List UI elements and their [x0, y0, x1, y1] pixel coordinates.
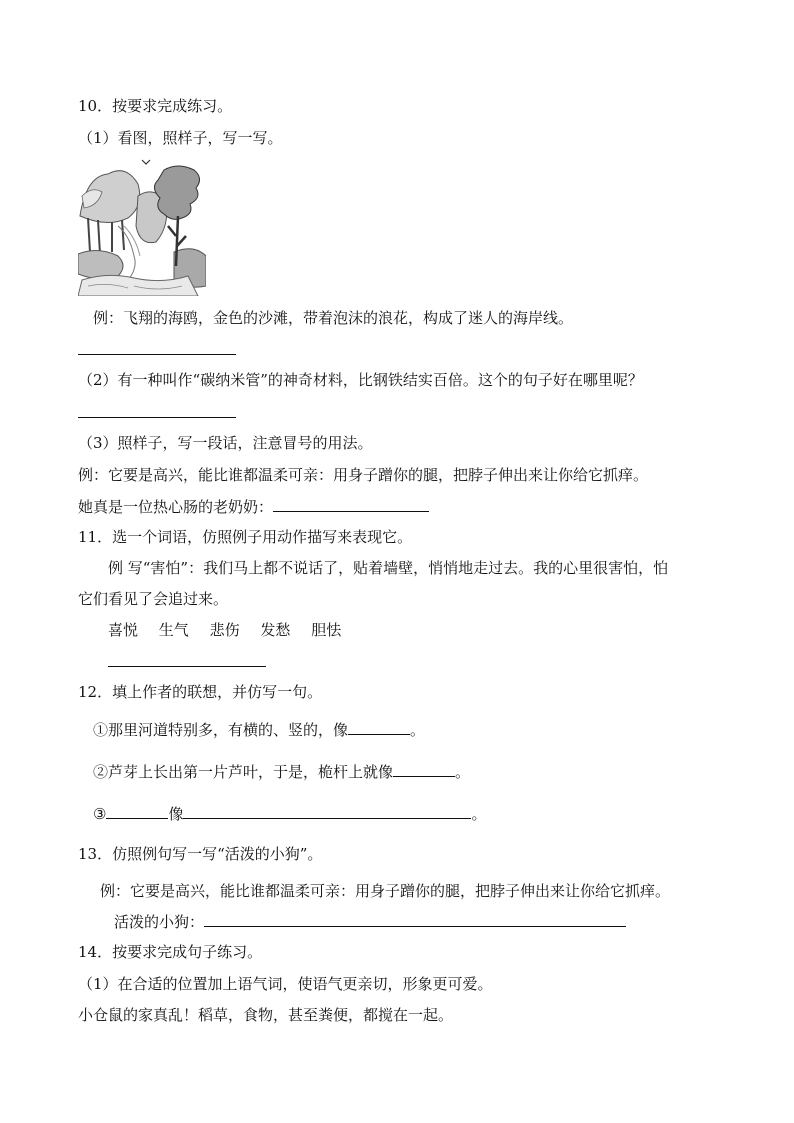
- q12-item1-end: 。: [410, 721, 426, 739]
- landscape-illustration: [78, 156, 206, 296]
- word-option: 悲伤: [209, 621, 240, 639]
- q11-title: 11．选一个词语，仿照例子用动作描写来表现它。: [78, 528, 413, 546]
- q13-example: 例：它要是高兴，能比谁都温柔可亲：用身子蹭你的腿，把脖子伸出来让你给它抓痒。: [100, 882, 671, 900]
- q12-item2-blank[interactable]: [393, 762, 455, 777]
- q12-item3-end: 。: [471, 805, 487, 823]
- q12-item2-end: 。: [455, 763, 471, 781]
- q12-item3-mid: 像: [168, 805, 184, 823]
- q12-item1: [93, 720, 425, 739]
- q12-item3-blank-subject[interactable]: [106, 804, 168, 819]
- q10-title: 10．按要求完成练习。: [78, 97, 233, 115]
- q10-part1-answer-line[interactable]: [78, 354, 236, 355]
- q10-part2-question: （2）有一种叫作“碳纳米管”的神奇材料，比钢铁结实百倍。这个的句子好在哪里呢？: [78, 371, 643, 389]
- q14-part1-instruction: （1）在合适的位置加上语气词，使语气更亲切，形象更可爱。: [78, 975, 493, 993]
- q12-item2-text: ②芦芽上长出第一片芦叶，于是，桅杆上就像: [93, 763, 394, 781]
- q12-item3-blank-comparison[interactable]: [183, 804, 471, 819]
- q12-item1-text: ①那里河道特别多，有横的、竖的，像: [93, 721, 349, 739]
- q12-item1-blank[interactable]: [348, 720, 410, 735]
- q11-word-options: [108, 621, 357, 639]
- q14-sentence: 小仓鼠的家真乱！稻草，食物，甚至粪便，都搅在一起。: [78, 1006, 454, 1024]
- q10-part3-prompt-text: 她真是一位热心肠的老奶奶：: [78, 498, 274, 516]
- q12-item2: [93, 762, 470, 781]
- q11-example-line2: 它们看见了会追过来。: [78, 590, 229, 608]
- q10-part1-example: 例：飞翔的海鸥，金色的沙滩，带着泡沫的浪花，构成了迷人的海岸线。: [93, 309, 574, 327]
- q10-part3-instruction: （3）照样子，写一段话，注意冒号的用法。: [78, 434, 373, 452]
- q13-title: 13．仿照例句写一写“活泼的小狗”。: [78, 845, 323, 863]
- q12-item3-num: ③: [93, 805, 107, 823]
- q11-example-line1: 例 写“害怕”：我们马上都不说话了，贴着墙壁，悄悄地走过去。我的心里很害怕，怕: [108, 559, 669, 577]
- q10-part1-instruction: （1）看图，照样子，写一写。: [78, 129, 283, 147]
- q11-answer-line[interactable]: [108, 666, 266, 667]
- q10-part2-answer-line[interactable]: [78, 417, 236, 418]
- word-option: 生气: [158, 621, 189, 639]
- word-option: 胆怯: [311, 621, 342, 639]
- q14-title: 14．按要求完成句子练习。: [78, 943, 263, 961]
- q13-prompt-text: 活泼的小狗：: [114, 913, 205, 931]
- q12-title: 12．填上作者的联想，并仿写一句。: [78, 683, 323, 701]
- word-option: 喜悦: [108, 621, 139, 639]
- word-option: 发愁: [260, 621, 291, 639]
- q10-part3-prompt: [78, 497, 429, 516]
- q13-answer-blank[interactable]: [204, 912, 626, 927]
- q12-item3: [93, 804, 486, 823]
- q13-prompt: [114, 912, 626, 931]
- q10-part3-answer-blank[interactable]: [273, 497, 429, 512]
- q10-part3-example: 例：它要是高兴，能比谁都温柔可亲：用身子蹭你的腿，把脖子伸出来让你给它抓痒。: [78, 466, 649, 484]
